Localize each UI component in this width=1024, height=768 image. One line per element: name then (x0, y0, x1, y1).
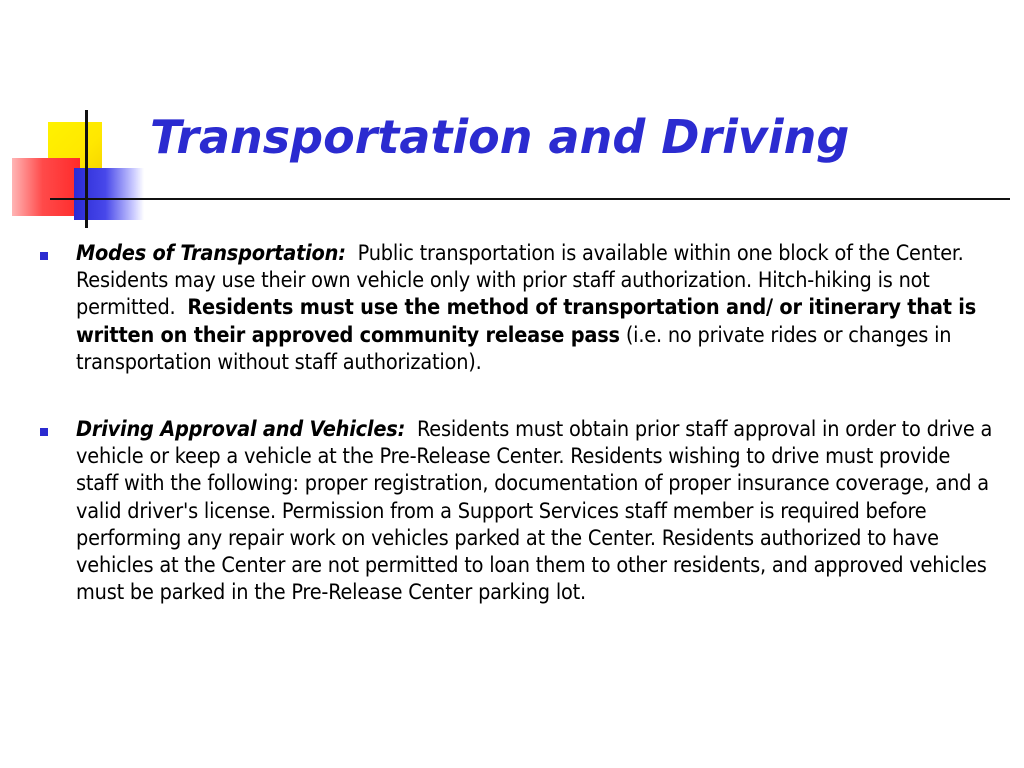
slide-body (36, 240, 996, 646)
red-square (12, 158, 80, 216)
bullet-item-driving (36, 416, 996, 606)
vertical-rule (85, 110, 88, 228)
title-underline (50, 198, 1010, 200)
bullet-icon (40, 252, 48, 260)
bullet-body-end: (i.e. no private rides or changes in transportation without staff authorization). (76, 322, 952, 375)
slide-logo-graphic (0, 0, 150, 230)
bullet-item-modes (36, 240, 996, 376)
bullet-text (76, 416, 996, 606)
bullet-emphasis: Residents must use the method of transportation and/ or itinerary that is written on their approved community release pass (76, 295, 977, 348)
bullet-heading: Driving Approval and Vehicles: (76, 417, 406, 443)
bullet-body: Public transportation is available within one block of the Center. Residents may use their own vehicle only with prior staff authorization. Hitch-hiking is not permitted. (76, 241, 964, 321)
bullet-text (76, 240, 996, 376)
bullet-heading: Modes of Transportation: (76, 241, 346, 266)
bullet-icon (40, 428, 48, 436)
slide-title: Transportation and Driving (150, 110, 850, 164)
bullet-body: Residents must obtain prior staff approval in order to drive a vehicle or keep a vehicle at the Pre-Release Center. Residents wishing to drive must provide staff with the following: proper registration, documentation of proper insurance coverage, and a valid driver's license. Permission from a Support Services staff member is required before performing any repair work on vehicles parked at the Center. Residents authorized to have vehicles at the Center are not permitted to loan them to other residents, and approved vehicles must be parked in the Pre-Release Center parking lot. (76, 417, 993, 606)
